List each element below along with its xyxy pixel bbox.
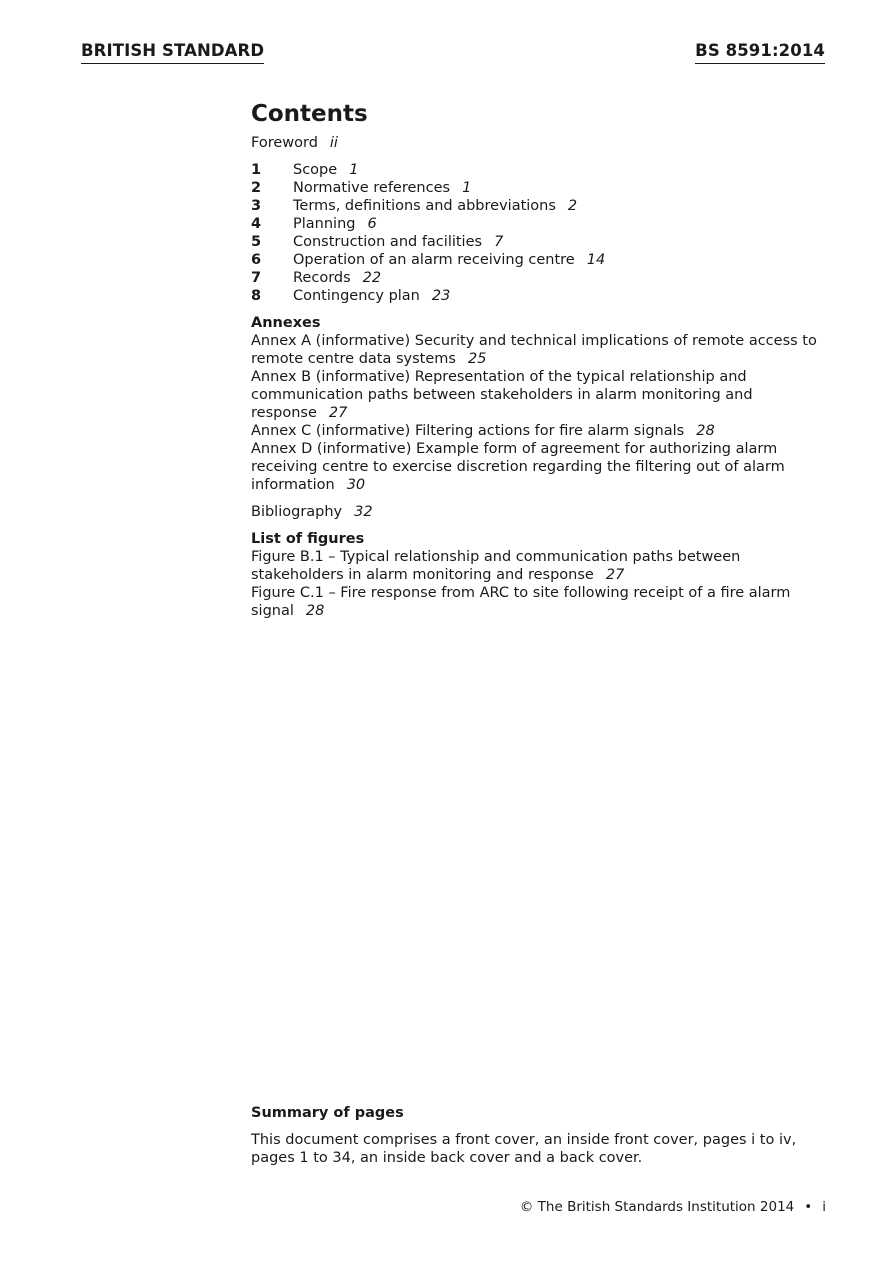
toc-entry-figure[interactable] (251, 584, 831, 620)
toc-label: Planning (293, 216, 356, 232)
toc-entry-annex[interactable] (251, 422, 831, 440)
toc-label: Figure B.1 – Typical relationship and communication paths between stakeholders in alarm monitoring and response (251, 549, 741, 583)
toc-entry-bibliography[interactable] (251, 503, 831, 521)
page-footer (520, 1198, 826, 1216)
clause-number: 4 (251, 216, 262, 232)
figures-section (251, 530, 831, 620)
toc-entry-annex[interactable] (251, 440, 831, 494)
clause-number: 6 (251, 252, 262, 268)
toc-page: 27 (605, 567, 625, 583)
toc-entry-clause[interactable] (251, 251, 831, 269)
clause-number: 2 (251, 180, 262, 196)
toc-entry-figure[interactable] (251, 548, 831, 584)
summary-of-pages (251, 1104, 831, 1167)
annexes-section (251, 314, 831, 494)
toc-entry-clause[interactable] (251, 233, 831, 251)
toc-label: Figure C.1 – Fire response from ARC to site following receipt of a fire alarm signal (251, 585, 791, 619)
toc-page: 14 (586, 252, 606, 268)
toc-page: ii (329, 135, 338, 151)
contents-page (251, 99, 831, 620)
clause-number: 3 (251, 198, 262, 214)
summary-text: This document comprises a front cover, an inside front cover, pages i to iv, pages 1 to 34, an inside back cover and a back cover. (251, 1132, 797, 1166)
toc-page: 22 (362, 270, 382, 286)
clause-number: 7 (251, 270, 262, 286)
toc-page: 27 (328, 405, 348, 421)
toc-label: Operation of an alarm receiving centre (293, 252, 575, 268)
toc-entry-clause[interactable] (251, 269, 831, 287)
header-standard-number: BS 8591:2014 (695, 40, 825, 64)
toc-label: Bibliography (251, 504, 343, 520)
toc-entry-clause[interactable] (251, 179, 831, 197)
toc-label: Annex A (informative) Security and technical implications of remote access to remote centre data systems (251, 333, 817, 367)
header-standard-label: BRITISH STANDARD (81, 40, 264, 64)
toc-entry-clause[interactable] (251, 215, 831, 233)
copyright-notice: © The British Standards Institution 2014 (519, 1199, 795, 1215)
bullet-separator: • (804, 1199, 813, 1215)
clause-number: 1 (251, 162, 262, 178)
toc-label: Annex C (informative) Filtering actions for fire alarm signals (251, 423, 685, 439)
toc-entry-clause[interactable] (251, 287, 831, 305)
toc-page: 30 (346, 477, 366, 493)
page-number: i (822, 1199, 826, 1215)
toc-label: Annex B (informative) Representation of the typical relationship and communication paths between stakeholders in alarm monitoring and response (251, 369, 753, 421)
toc-label: Contingency plan (293, 288, 420, 304)
annexes-heading: Annexes (251, 315, 321, 331)
toc-label: Annex D (informative) Example form of agreement for authorizing alarm receiving centre to exercise discretion regarding the filtering out of alarm information (251, 441, 785, 493)
toc-entry-foreword[interactable] (251, 134, 831, 152)
toc-entry-clause[interactable] (251, 197, 831, 215)
toc-label: Terms, definitions and abbreviations (293, 198, 556, 214)
contents-title: Contents (251, 101, 368, 127)
toc-page: 28 (305, 603, 325, 619)
toc-label: Normative references (293, 180, 451, 196)
clause-number: 5 (251, 234, 262, 250)
toc-label: Records (293, 270, 351, 286)
toc-label: Foreword (251, 135, 318, 151)
summary-heading: Summary of pages (251, 1105, 404, 1121)
clause-list (251, 161, 831, 305)
toc-page: 6 (367, 216, 377, 232)
toc-page: 32 (354, 504, 373, 520)
toc-page: 23 (431, 288, 451, 304)
toc-entry-annex[interactable] (251, 368, 831, 422)
clause-number: 8 (251, 288, 262, 304)
toc-page: 25 (467, 351, 487, 367)
figures-heading: List of figures (251, 531, 365, 547)
toc-label: Scope (293, 162, 338, 178)
toc-entry-clause[interactable] (251, 161, 831, 179)
toc-page: 2 (567, 198, 578, 214)
toc-entry-annex[interactable] (251, 332, 831, 368)
toc-page: 1 (462, 180, 472, 196)
toc-page: 28 (696, 423, 715, 439)
toc-page: 7 (494, 234, 504, 250)
toc-page: 1 (349, 162, 359, 178)
toc-label: Construction and facilities (293, 234, 483, 250)
